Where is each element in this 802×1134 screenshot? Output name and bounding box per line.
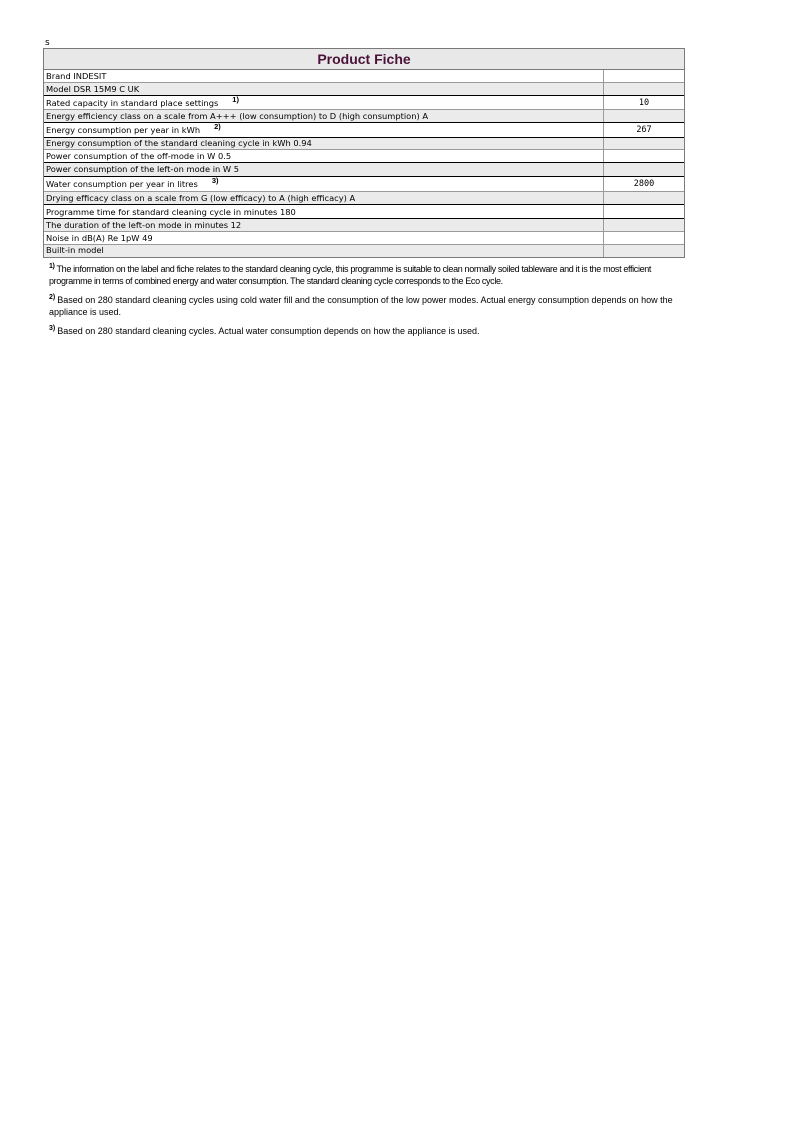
fiche-title: Product Fiche: [44, 49, 684, 70]
row-label-energy-cycle: Energy consumption of the standard cleaning cycle in kWh 0.94: [44, 138, 604, 149]
table-row: [44, 123, 684, 138]
row-label-built-in: Built-in model: [44, 245, 604, 257]
table-row: [44, 232, 684, 245]
row-label-noise: Noise in dB(A) Re 1pW 49: [44, 232, 604, 244]
row-label-model: Model DSR 15M9 C UK: [44, 83, 604, 95]
table-row: [44, 138, 684, 150]
table-row: [44, 219, 684, 232]
row-label-left-on-duration: The duration of the left-on mode in minutes 12: [44, 219, 604, 231]
footnote-ref: 1): [232, 96, 239, 104]
row-label-left-on-mode: Power consumption of the left-on mode in W 5: [44, 163, 604, 176]
footnote-text: Based on 280 standard cleaning cycles using cold water fill and the consumption of the low power modes. Actual energy consumption depends on how the appliance is used.: [49, 295, 673, 317]
row-value-capacity: 10: [638, 98, 650, 108]
row-label-text: Water consumption per year in litres: [46, 179, 198, 189]
row-label-capacity: [44, 96, 604, 109]
table-row: [44, 83, 684, 96]
row-value: [604, 245, 684, 257]
row-value: [604, 83, 684, 95]
footnote-mark: 1): [49, 263, 55, 270]
row-value: [604, 219, 684, 231]
table-row: [44, 110, 684, 123]
table-row: [44, 177, 684, 192]
table-row: [44, 96, 684, 110]
row-value-water: 2800: [633, 179, 655, 189]
footnote-text: Based on 280 standard cleaning cycles. Actual water consumption depends on how the appliance is used.: [57, 326, 480, 336]
footnote-2: [49, 292, 679, 318]
footnote-3: [49, 323, 679, 337]
table-row: [44, 205, 684, 219]
row-label-water: [44, 177, 604, 191]
row-label-energy-class: Energy efficiency class on a scale from A+++ (low consumption) to D (high consumption) A: [44, 110, 604, 122]
footnote-ref: 3): [211, 177, 219, 185]
row-value: [604, 150, 684, 162]
corner-mark: s: [45, 38, 50, 48]
row-value: [604, 192, 684, 204]
row-value: [604, 205, 684, 218]
row-label-text: Rated capacity in standard place settings: [46, 98, 219, 108]
footnote-ref: 2): [214, 123, 221, 131]
row-value: [604, 163, 684, 176]
product-fiche-table: [43, 48, 685, 258]
footnotes: [49, 261, 679, 342]
row-value: [604, 232, 684, 244]
table-row: [44, 70, 684, 83]
row-value-energy-year: 267: [636, 125, 652, 135]
row-label-text: Energy consumption per year in kWh: [46, 125, 201, 135]
row-value: [604, 70, 684, 82]
footnote-text: The information on the label and fiche relates to the standard cleaning cycle, this programme is suitable to clean normally soiled tableware and it is the most efficient programme in terms of combined energy and water consumption. The standard cleaning cycle corresponds to the Eco cycle.: [49, 264, 652, 286]
row-value: [604, 110, 684, 122]
footnote-mark: 3): [49, 325, 56, 332]
row-value: [604, 138, 684, 149]
row-label-off-mode: Power consumption of the off-mode in W 0.5: [44, 150, 604, 162]
row-label-energy-year: [44, 123, 604, 137]
table-row: [44, 150, 684, 163]
row-label-brand: Brand INDESIT: [44, 70, 604, 82]
table-row: [44, 163, 684, 177]
table-row: [44, 192, 684, 205]
footnote-1: [49, 261, 679, 287]
row-label-drying-class: Drying efficacy class on a scale from G (low efficacy) to A (high efficacy) A: [44, 192, 604, 204]
row-label-programme-time: Programme time for standard cleaning cycle in minutes 180: [44, 205, 604, 218]
table-row: [44, 245, 684, 257]
footnote-mark: 2): [49, 294, 56, 301]
